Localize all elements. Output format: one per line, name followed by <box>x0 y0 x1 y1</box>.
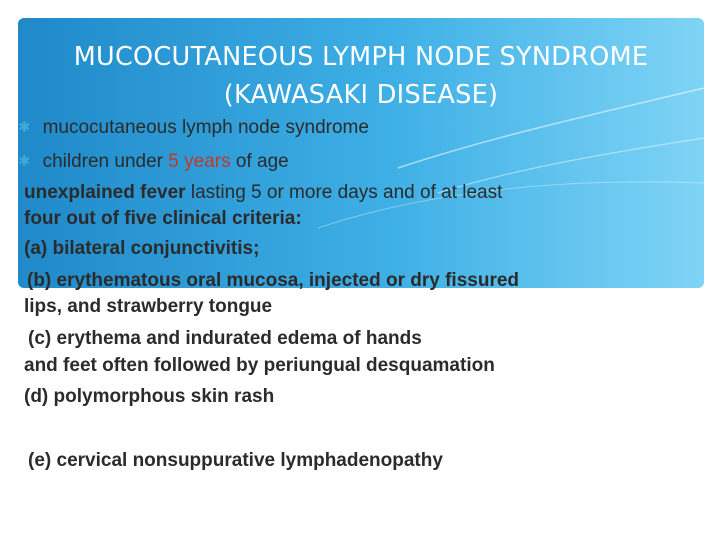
criterion-e: (e) cervical nonsuppurative lymphadenopathy <box>28 450 443 471</box>
bullet-asterisk-icon: ✱ <box>18 119 31 136</box>
bullet-item-1 <box>18 117 369 139</box>
criterion-d: (d) polymorphous skin rash <box>24 386 275 407</box>
bullet-suffix: of age <box>230 151 289 172</box>
criterion-a: (a) bilateral conjunctivitis; <box>24 238 260 259</box>
criteria-intro: four out of five clinical criteria: <box>24 208 302 229</box>
title-line-1: MUCOCUTANEOUS LYMPH NODE SYNDROME <box>73 42 649 72</box>
criterion-c-line1: (c) erythema and indurated edema of hands <box>28 328 422 349</box>
slide-title <box>18 38 704 114</box>
lead-line <box>24 182 502 204</box>
bullet-item-2 <box>18 151 289 173</box>
highlight-age: 5 years <box>168 151 231 172</box>
bullet-prefix: children under <box>42 151 169 172</box>
title-line-2: (KAWASAKI DISEASE) <box>223 80 499 110</box>
bullet-text: mucocutaneous lymph node syndrome <box>42 117 369 138</box>
lead-rest: lasting 5 or more days and of at least <box>185 182 503 203</box>
criterion-b-line2: lips, and strawberry tongue <box>24 296 273 317</box>
criterion-b-line1: (b) erythematous oral mucosa, injected or dry fissured <box>27 270 520 291</box>
bullet-asterisk-icon: ✱ <box>18 153 31 170</box>
criterion-c-line2: and feet often followed by periungual desquamation <box>24 355 495 376</box>
lead-bold: unexplained fever <box>24 182 186 203</box>
